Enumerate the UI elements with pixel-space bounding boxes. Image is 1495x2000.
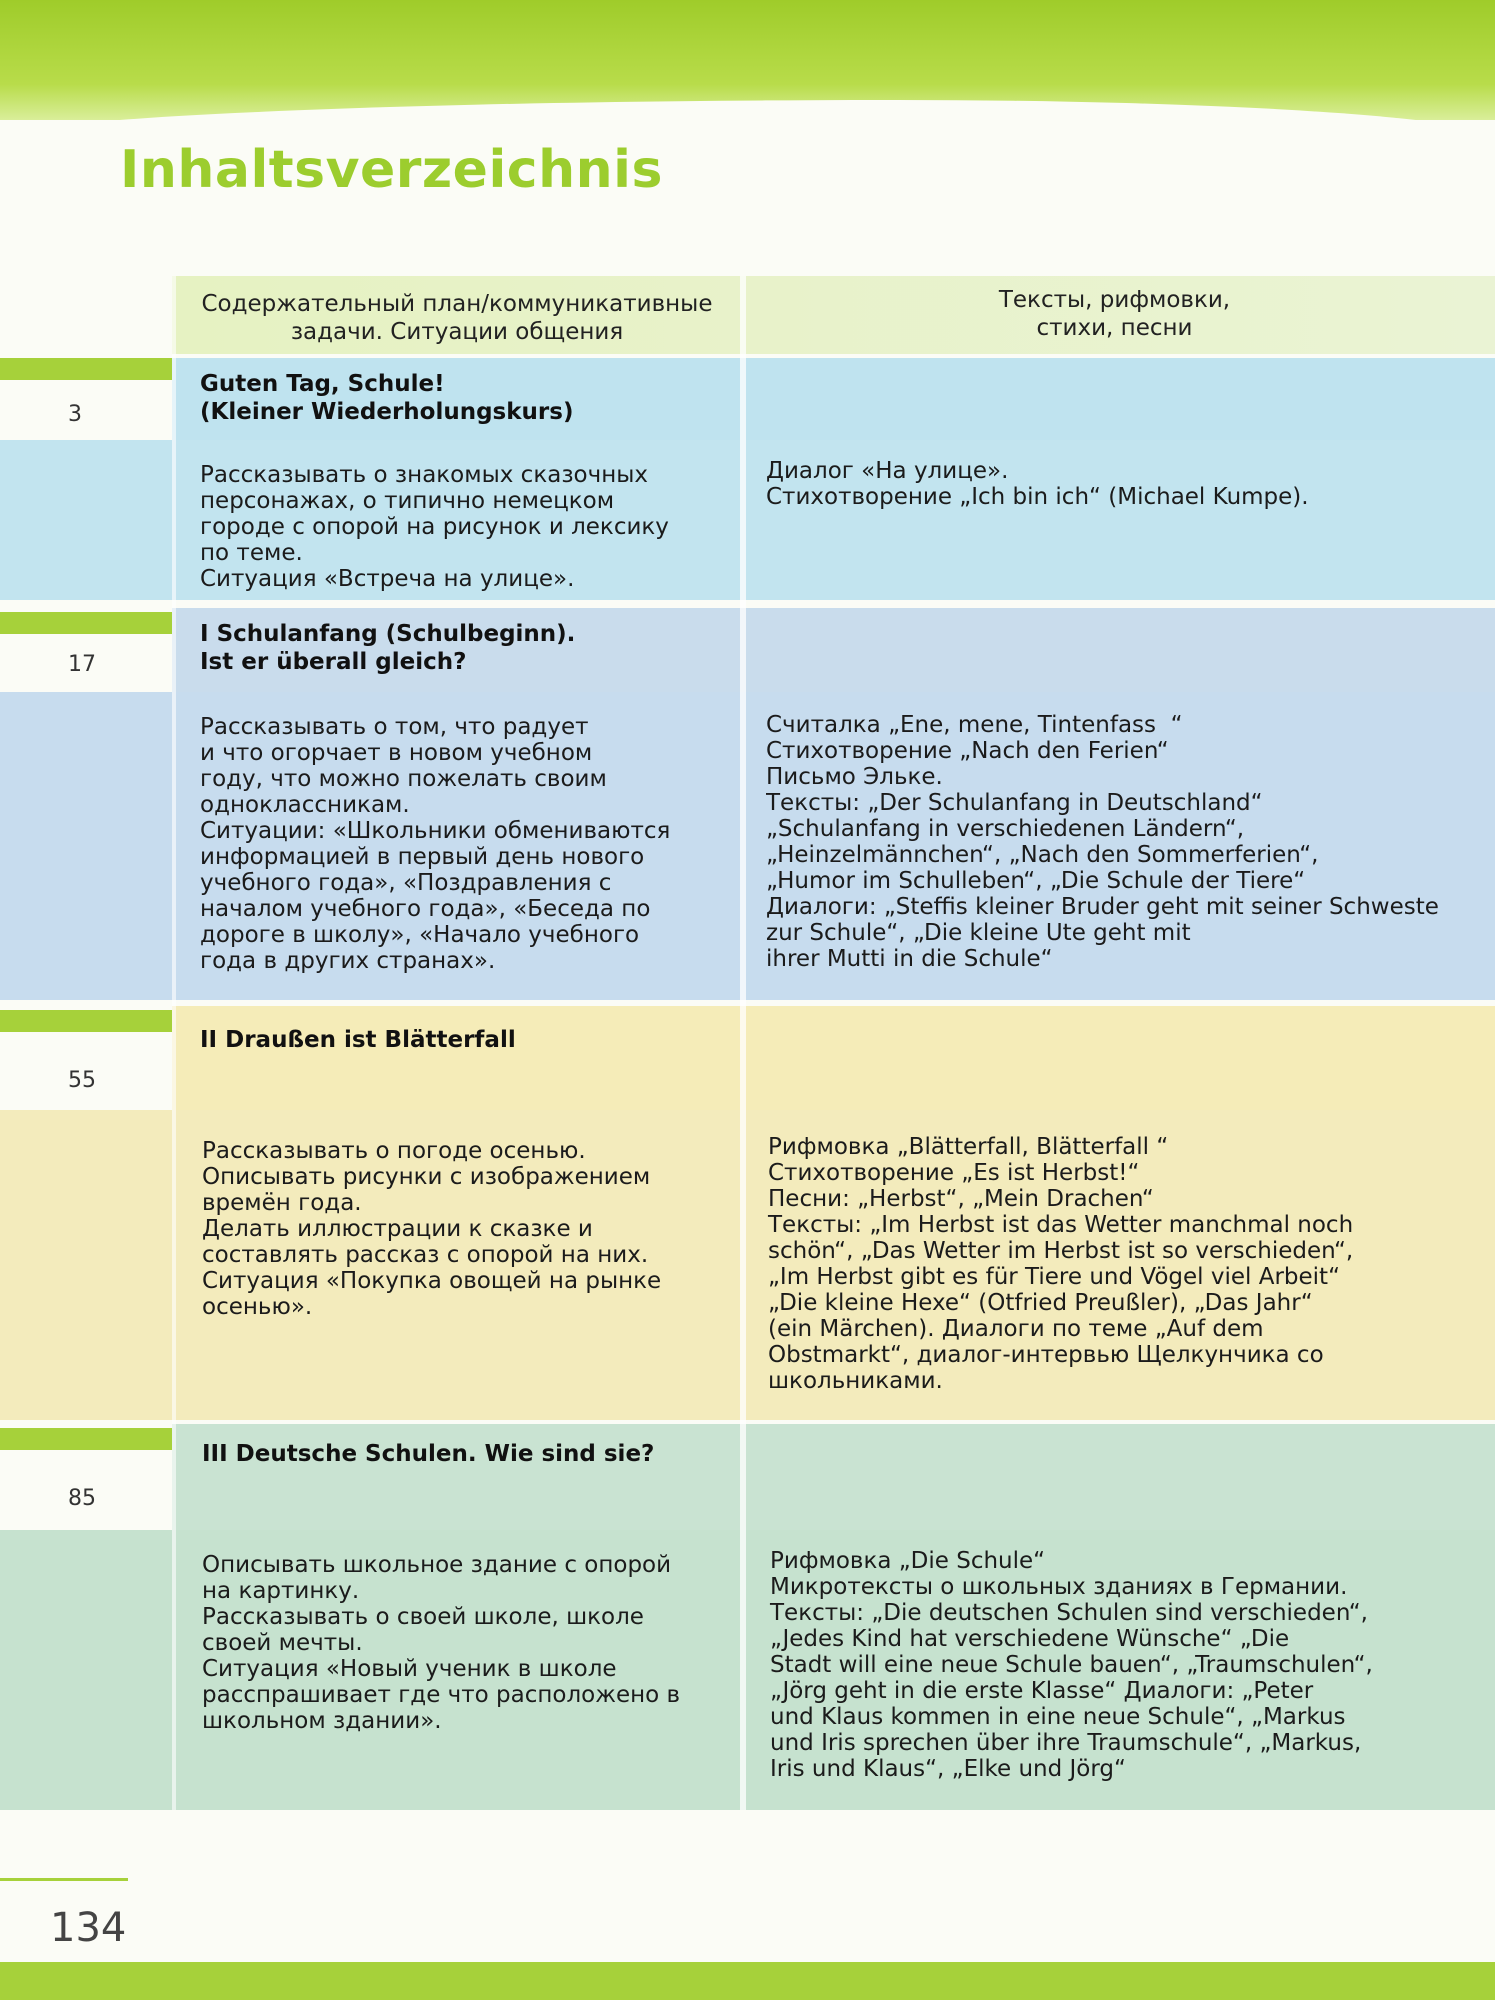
footer-rule <box>0 1878 128 1881</box>
unit-page-ref: 55 <box>68 1068 96 1093</box>
unit-title: II Draußen ist Blätterfall <box>200 1027 516 1053</box>
unit-texts-cell: Рифмовка „Die Schule“ Микротексты о школьных зданиях в Германии. Тексты: „Die deutschen Schulen sind verschieden“, „Jedes Kind hat verschiedene Wünsche“ „Die Stadt will eine neue Schule bauen“, „Traumschulen“, „Jörg geht in die erste Klasse“ Диалоги: „Peter und Klaus kommen in eine neue Schule“, „Markus und Iris sprechen über ihre Traumschule“, „Markus, Iris und Klaus“, „Elke und Jörg“ <box>770 1548 1373 1782</box>
unit-texts-cell: Диалог «На улице». Стихотворение „Ich bin ich“ (Michael Kumpe). <box>766 458 1309 510</box>
unit-page-ref: 17 <box>68 652 96 677</box>
page-number: 134 <box>50 1905 127 1951</box>
unit-page-ref: 3 <box>68 402 82 427</box>
unit-page-ref: 85 <box>68 1486 96 1511</box>
left-column-divider <box>172 276 176 1810</box>
unit-title: III Deutsche Schulen. Wie sind sie? <box>202 1441 655 1467</box>
unit-marker <box>0 1428 172 1450</box>
column-header-plan: Содержательный план/коммуникативные задачи. Ситуации общения <box>201 291 713 345</box>
unit-texts-cell: Считалка „Ene, mene, Tintenfass “ Стихотворение „Nach den Ferien“ Письмо Эльке. Тексты: „Der Schulanfang in Deutschland“ „Schulanfang in verschiedenen Ländern“, „Heinzelmännchen“, „Nach den Sommerferien“, „Humor im Schulleben“, „Die Schule der Tiere“ Диалоги: „Steffis kleiner Bruder geht mit seiner Schweste zur Schule“, „Die kleine Ute geht mit ihrer Mutti in die Schule“ <box>766 712 1439 972</box>
unit-plan-cell: Описывать школьное здание с опорой на картинку. Рассказывать о своей школе, школе своей мечты. Ситуация «Новый ученик в школе расспрашивает где что расположено в школьном здании». <box>202 1552 681 1734</box>
unit-texts-cell: Рифмовка „Blätterfall, Blätterfall “ Стихотворение „Es ist Herbst!“ Песни: „Herbst“, „Mein Drachen“ Тексты: „Im Herbst ist das Wetter manchmal noch schön“, „Das Wetter im Herbst ist so verschieden“, „Im Herbst gibt es für Tiere und Vögel viel Arbeit“ „Die kleine Hexe“ (Otfried Preußler), „Das Jahr“ (ein Märchen). Диалоги по теме „Auf dem Obstmarkt“, диалог-интервью Щелкунчика со школьниками. <box>768 1134 1354 1394</box>
unit-title: Guten Tag, Schule! (Kleiner Wiederholungskurs) <box>200 371 574 425</box>
unit-marker <box>0 358 172 380</box>
page-title: Inhaltsverzeichnis <box>120 140 663 200</box>
unit-title: I Schulanfang (Schulbeginn). Ist er überall gleich? <box>200 621 576 675</box>
unit-plan-cell: Рассказывать о знакомых сказочных персонажах, о типично немецком городе с опорой на рисунок и лексику по теме. Ситуация «Встреча на улице». <box>200 462 669 592</box>
unit-marker <box>0 1010 172 1032</box>
unit-title-row <box>172 1006 1495 1110</box>
column-divider <box>740 276 746 1810</box>
column-header-texts: Тексты, рифмовки, стихи, песни <box>998 287 1231 341</box>
bottom-decorative-band <box>0 1962 1495 2000</box>
unit-marker <box>0 612 172 634</box>
unit-plan-cell: Рассказывать о том, что радует и что огорчает в новом учебном году, что можно пожелать своим одноклассникам. Ситуации: «Школьники обмениваются информацией в первый день нового учебного года», «Поздравления с началом учебного года», «Беседа по дороге в школу», «Начало учебного года в других странах». <box>200 714 671 974</box>
unit-plan-cell: Рассказывать о погоде осенью. Описывать рисунки с изображением времён года. Делать иллюстрации к сказке и составлять рассказ с опорой на них. Ситуация «Покупка овощей на рынке осенью». <box>202 1138 662 1320</box>
